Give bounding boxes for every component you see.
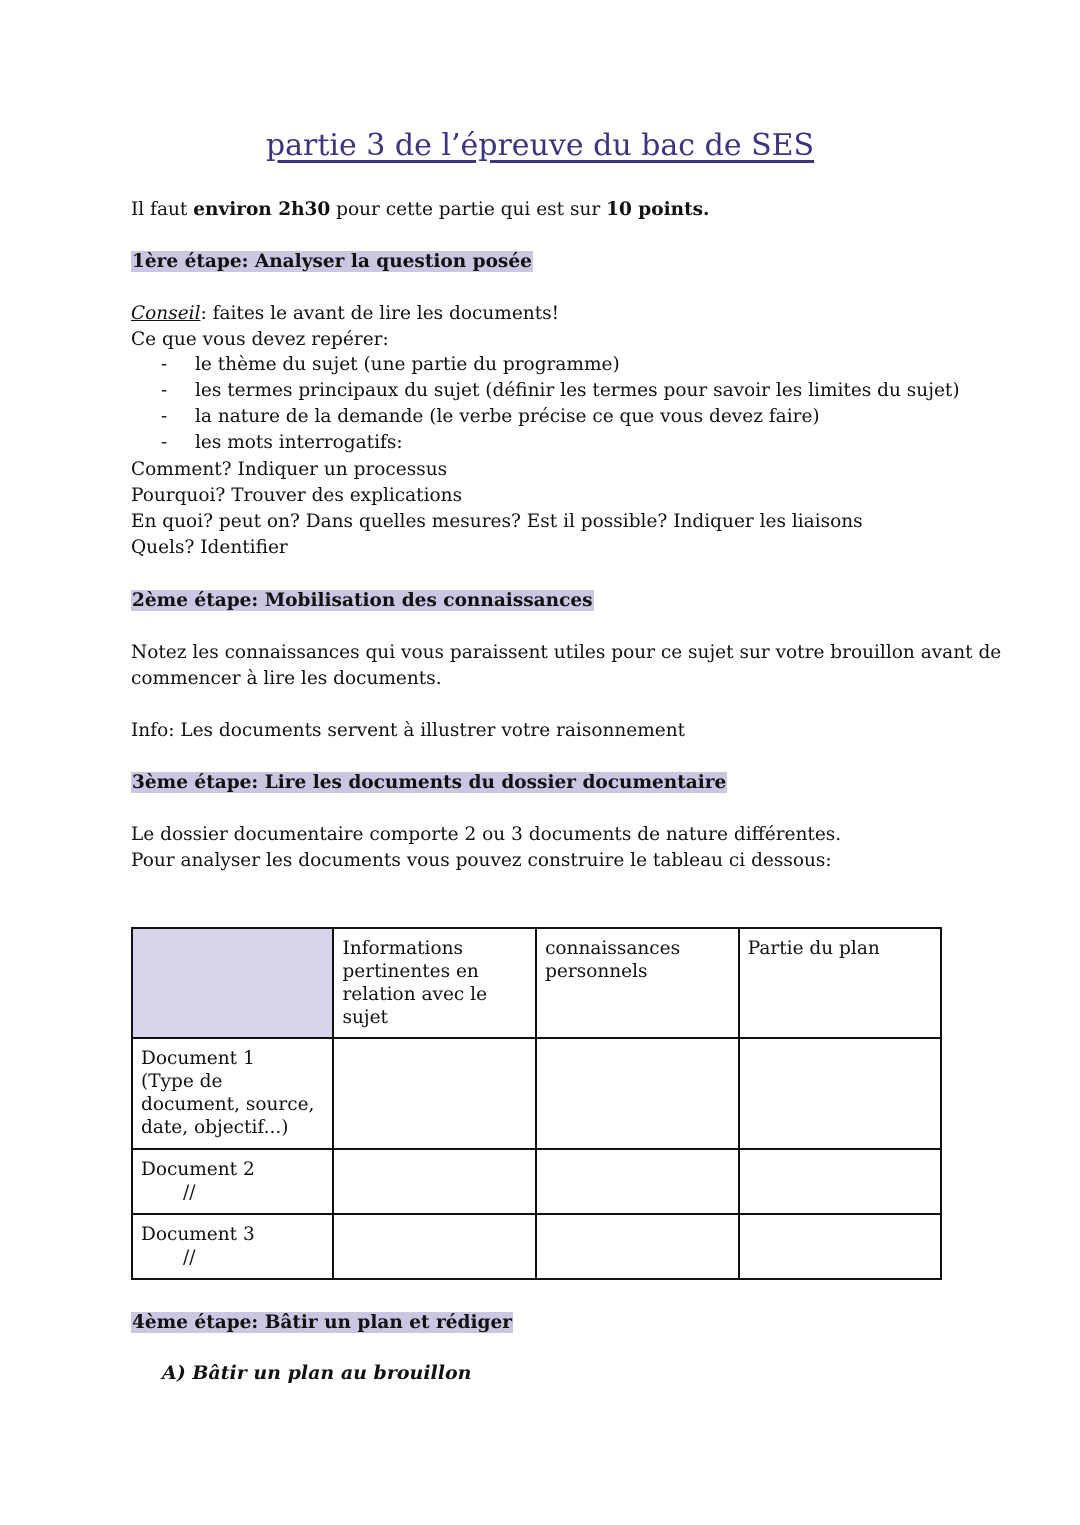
list-item-text: les termes principaux du sujet (définir les termes pour savoir les limites du sujet) [195, 380, 960, 401]
step1-heading-text: 1ère étape: Analyser la question posée [132, 251, 532, 272]
row-detail: (Type de document, source, date, objectif...) [141, 1071, 315, 1138]
row-label: Document 3 [141, 1224, 255, 1245]
list-item: - les mots interrogatifs: [161, 432, 403, 453]
row-label: Document 1 [141, 1048, 255, 1069]
table-row [132, 1214, 941, 1279]
table-header-partie-plan: Partie du plan [739, 928, 941, 1038]
conseil-label: Conseil [131, 303, 201, 324]
table-row [132, 1038, 941, 1149]
step3-line1: Le dossier documentaire comporte 2 ou 3 documents de nature différentes. [131, 824, 842, 845]
list-item: - les termes principaux du sujet (définir les termes pour savoir les limites du sujet) [161, 380, 960, 401]
conseil-text: : faites le avant de lire les documents! [200, 303, 560, 324]
table-row-label [132, 1149, 333, 1214]
table-header-informations: Informations pertinentes en relation avec le sujet [333, 928, 536, 1038]
step2-heading [131, 589, 594, 613]
table-cell [333, 1149, 536, 1214]
document-analysis-table [131, 927, 942, 1280]
intro-prefix: Il faut [131, 199, 194, 220]
question-line-quels: Quels? Identifier [131, 537, 288, 558]
intro-duration: environ 2h30 [193, 199, 331, 220]
intro-paragraph [131, 197, 709, 223]
table-header-row [132, 928, 941, 1038]
table-cell [536, 1038, 739, 1149]
table-corner-cell [132, 928, 333, 1038]
list-item-text: le thème du sujet (une partie du programme) [195, 354, 620, 375]
list-item: - la nature de la demande (le verbe précise ce que vous devez faire) [161, 406, 820, 427]
table-cell [739, 1149, 941, 1214]
table-cell [536, 1149, 739, 1214]
step3-heading-text: 3ème étape: Lire les documents du dossier documentaire [132, 772, 727, 793]
row-detail: // [183, 1182, 196, 1203]
table-cell [333, 1214, 536, 1279]
list-item: - le thème du sujet (une partie du programme) [161, 354, 620, 375]
reperer-list [161, 352, 960, 456]
step1-heading [131, 250, 533, 274]
question-line-en-quoi: En quoi? peut on? Dans quelles mesures? Est il possible? Indiquer les liaisons [131, 511, 863, 532]
step3-line2: Pour analyser les documents vous pouvez construire le tableau ci dessous: [131, 850, 832, 871]
table-row-label [132, 1214, 333, 1279]
list-item-text: la nature de la demande (le verbe précise ce que vous devez faire) [195, 406, 820, 427]
table-row [132, 1149, 941, 1214]
table-cell [333, 1038, 536, 1149]
conseil-line [131, 301, 559, 327]
intro-middle: pour cette partie qui est sur [330, 199, 607, 220]
reperer-line: Ce que vous devez repérer: [131, 329, 389, 350]
table-cell [536, 1214, 739, 1279]
intro-points: 10 points. [606, 199, 710, 220]
list-item-text: les mots interrogatifs: [195, 432, 403, 453]
page-title: partie 3 de l’épreuve du bac de SES [265, 128, 815, 163]
row-label: Document 2 [141, 1159, 255, 1180]
table-row-label [132, 1038, 333, 1149]
step2-info: Info: Les documents servent à illustrer votre raisonnement [131, 720, 686, 741]
step4-subheading: A) Bâtir un plan au brouillon [162, 1362, 472, 1384]
table-cell [739, 1214, 941, 1279]
step4-heading [131, 1311, 513, 1335]
step2-text-line1: Notez les connaissances qui vous paraissent utiles pour ce sujet sur votre brouillon avant de [131, 642, 1002, 663]
row-detail: // [183, 1247, 196, 1268]
step2-text-line2: commencer à lire les documents. [131, 668, 442, 689]
table-cell [739, 1038, 941, 1149]
question-line-comment: Comment? Indiquer un processus [131, 459, 448, 480]
table-header-connaissances: connaissances personnels [536, 928, 739, 1038]
step2-heading-text: 2ème étape: Mobilisation des connaissances [132, 590, 593, 611]
step4-heading-text: 4ème étape: Bâtir un plan et rédiger [132, 1312, 512, 1333]
step3-heading [131, 771, 727, 795]
question-line-pourquoi: Pourquoi? Trouver des explications [131, 485, 463, 506]
